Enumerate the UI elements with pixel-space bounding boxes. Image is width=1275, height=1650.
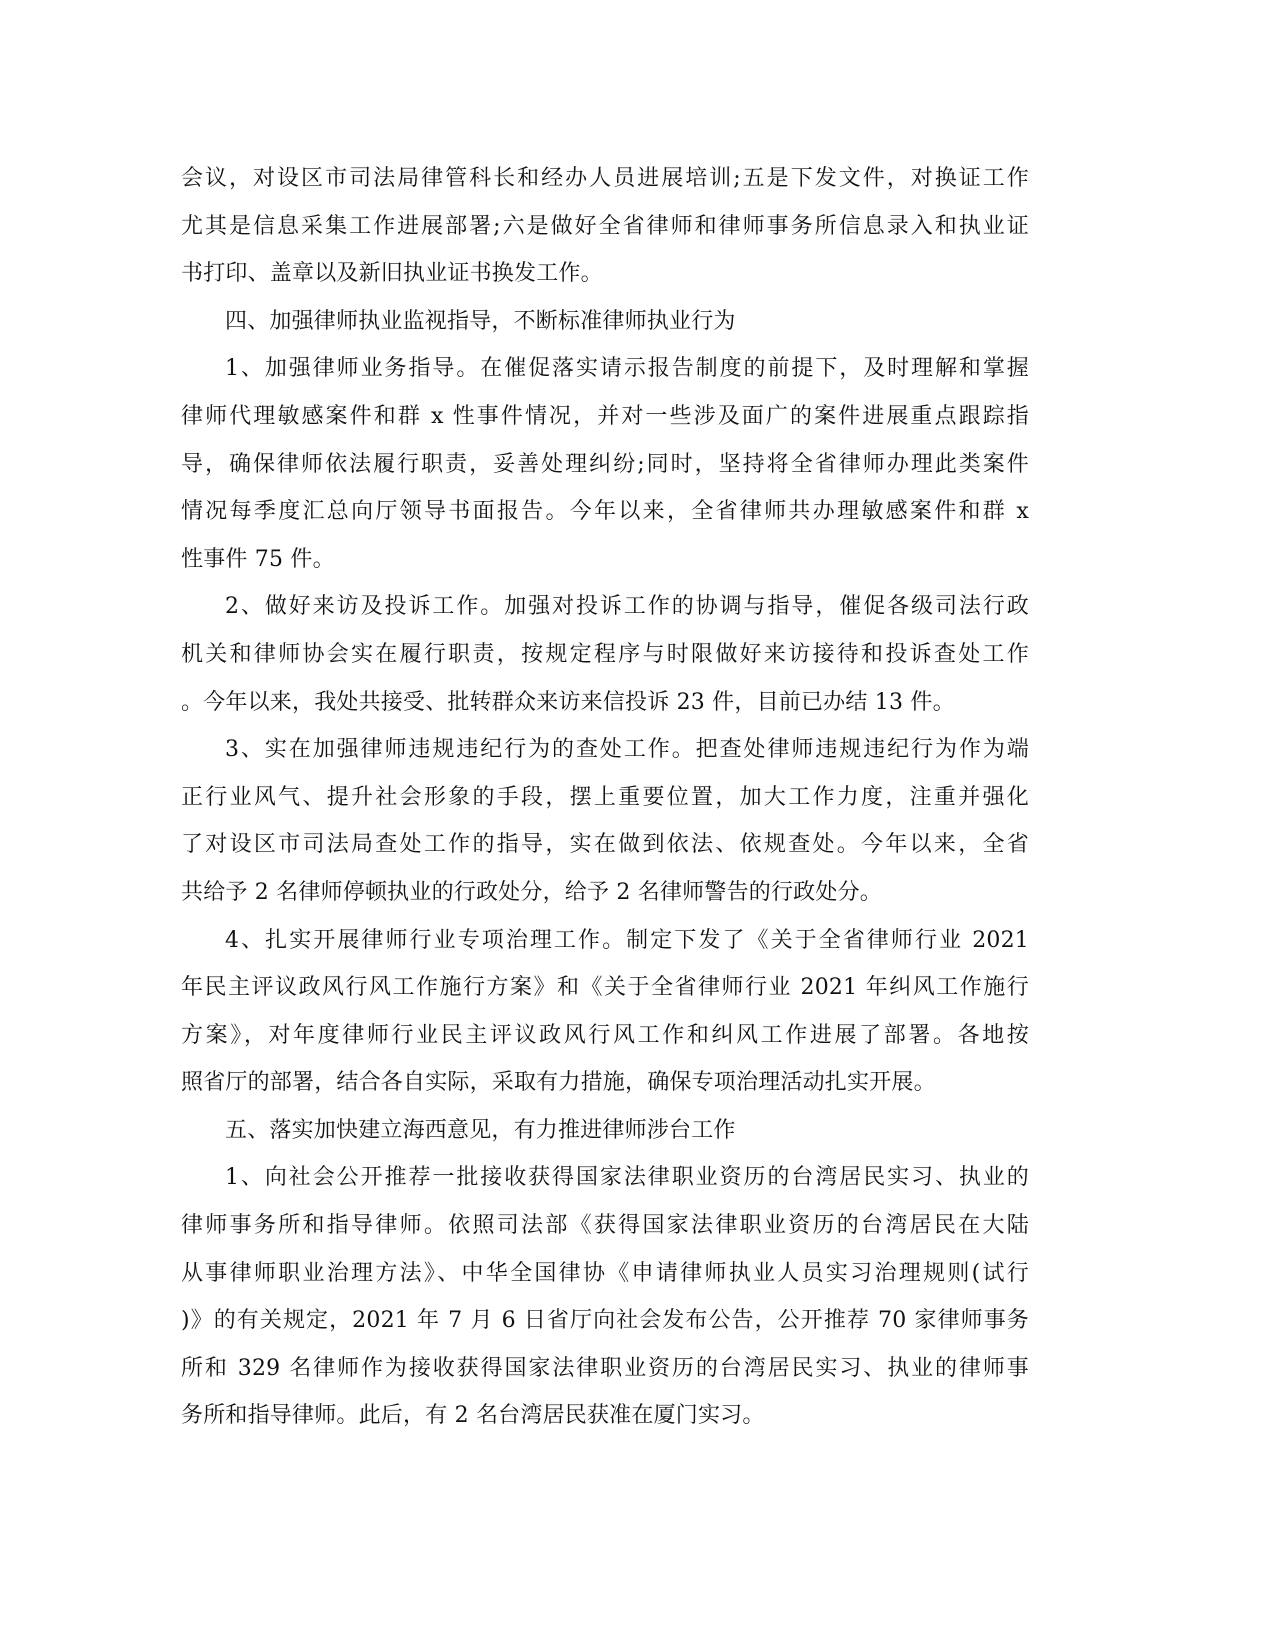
section-heading: 四、加强律师执业监视指导，不断标准律师执业行为 [225,308,736,334]
text-line: 1、向社会公开推荐一批接收获得国家法律职业资历的台湾居民实习、执业的 [225,1165,1029,1191]
text-line: 照省厅的部署，结合各自实际，采取有力措施，确保专项治理活动扎实开展。 [181,1070,936,1096]
text-line: 导，确保律师依法履行职责，妥善处理纠纷;同时，坚持将全省律师办理此类案件 [181,451,1029,477]
text-line: 性事件 75 件。 [181,546,335,572]
document-body [181,155,1029,1440]
text-line: 机关和律师协会实在履行职责，按规定程序与时限做好来访接待和投诉查处工作 [181,641,1029,667]
text-line: 方案》，对年度律师行业民主评议政风行风工作和纠风工作进展了部署。各地按 [181,1022,1029,1048]
text-line: 所和 329 名律师作为接收获得国家法律职业资历的台湾居民实习、执业的律师事 [181,1355,1029,1381]
text-line: 1、加强律师业务指导。在催促落实请示报告制度的前提下，及时理解和掌握 [225,356,1029,382]
text-line: 务所和指导律师。此后，有 2 名台湾居民获准在厦门实习。 [181,1403,765,1429]
text-line: 2、做好来访及投诉工作。加强对投诉工作的协调与指导，催促各级司法行政 [225,594,1029,620]
text-line: 律师事务所和指导律师。依照司法部《获得国家法律职业资历的台湾居民在大陆 [181,1213,1029,1239]
text-line: 共给予 2 名律师停顿执业的行政处分，给予 2 名律师警告的行政处分。 [181,879,882,905]
text-line: 尤其是信息采集工作进展部署;六是做好全省律师和律师事务所信息录入和执业证 [181,213,1029,239]
text-line: 从事律师职业治理方法》、中华全国律协《申请律师执业人员实习治理规则(试行 [181,1260,1029,1286]
text-line: 律师代理敏感案件和群 x 性事件情况，并对一些涉及面广的案件进展重点跟踪指 [181,403,1029,429]
text-line: 情况每季度汇总向厅领导书面报告。今年以来，全省律师共办理敏感案件和群 x [181,499,1029,525]
text-line: 4、扎实开展律师行业专项治理工作。制定下发了《关于全省律师行业 2021 [225,927,1029,953]
text-line: 正行业风气、提升社会形象的手段，摆上重要位置，加大工作力度，注重并强化 [181,784,1029,810]
text-line: 书打印、盖章以及新旧执业证书换发工作。 [181,261,603,287]
text-line: 。今年以来，我处共接受、批转群众来访来信投诉 23 件，目前已办结 13 件。 [181,689,955,715]
section-heading: 五、落实加快建立海西意见，有力推进律师涉台工作 [225,1117,736,1143]
text-line: 3、实在加强律师违规违纪行为的查处工作。把查处律师违规违纪行为作为端 [225,737,1029,763]
text-line: 会议，对设区市司法局律管科长和经办人员进展培训;五是下发文件，对换证工作 [181,166,1029,191]
text-line: 了对设区市司法局查处工作的指导，实在做到依法、依规查处。今年以来，全省 [181,832,1029,858]
text-line: 年民主评议政风行风工作施行方案》和《关于全省律师行业 2021 年纠风工作施行 [181,975,1029,1001]
text-line: )》的有关规定，2021 年 7 月 6 日省厅向社会发布公告，公开推荐 70 家律师事务 [181,1308,1029,1334]
